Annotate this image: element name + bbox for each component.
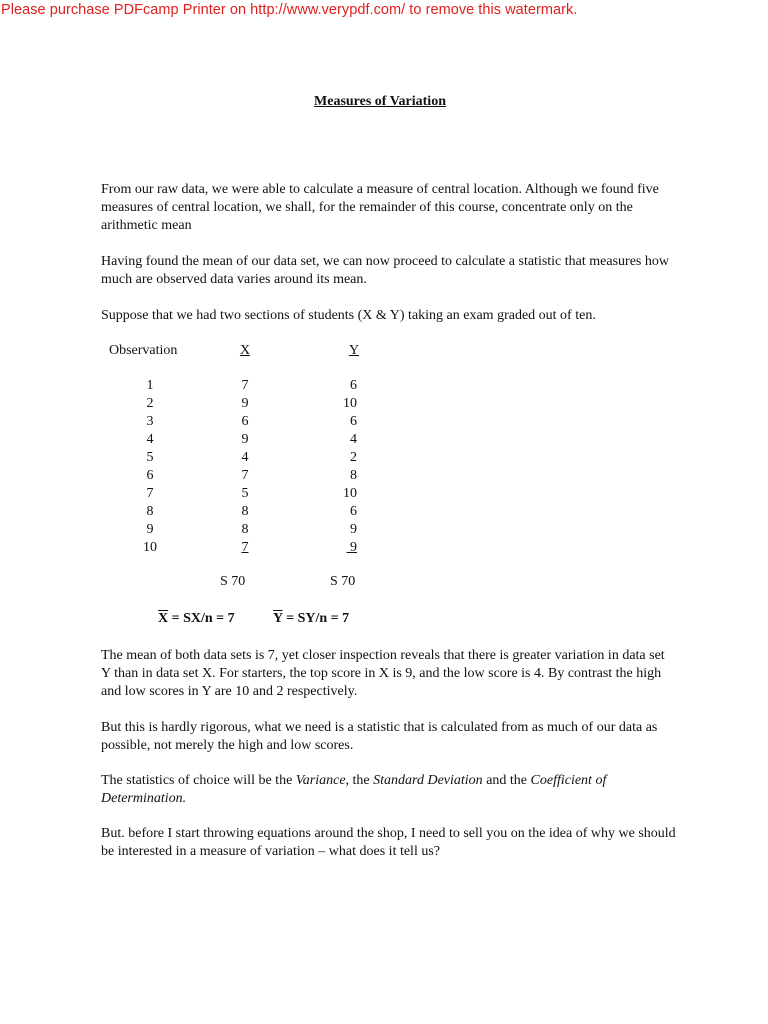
stats-text-c: and the <box>482 773 531 788</box>
x-value-cell: 5 <box>241 486 249 501</box>
stats-text-b: , the <box>345 773 374 788</box>
y-value-cell: 10 <box>343 486 357 501</box>
paragraph-sections: Suppose that we had two sections of students (X & Y) taking an exam graded out of ten. <box>101 308 596 323</box>
x-value-cell: 8 <box>241 522 249 537</box>
y-value-cell: 9 <box>350 522 357 537</box>
observation-cell: 7 <box>146 486 154 501</box>
y-value-cell: 10 <box>343 396 357 411</box>
y-value-cell: 8 <box>350 468 357 483</box>
paragraph-intro: From our raw data, we were able to calculate a measure of central location. Although we found five measures of central location, we shall, for the remainder of this course, concentrate only on the arithmetic mean <box>101 182 659 233</box>
x-value-cell: 7 <box>241 378 249 393</box>
header-y: Y <box>348 343 360 358</box>
standard-deviation-term: Standard Deviation <box>373 773 483 788</box>
paragraph-comparison: The mean of both data sets is 7, yet closer inspection reveals that there is greater variation in data set Y than in data set X. For starters, the top score in X is 9, and the low score is 4. By contrast the high and low scores in Y are 10 and 2 respectively. <box>101 648 665 699</box>
paragraph-mean: Having found the mean of our data set, we can now proceed to calculate a statistic that measures how much are observed data varies around its mean. <box>101 254 669 287</box>
observation-cell: 9 <box>146 522 154 537</box>
coefficient-term: Coefficient of Determination. <box>101 773 607 806</box>
x-value-cell: 6 <box>241 414 249 429</box>
observation-cell: 1 <box>146 378 154 393</box>
y-value-cell: 6 <box>350 414 357 429</box>
observation-cell: 3 <box>146 414 154 429</box>
sum-y: S 70 <box>330 574 356 589</box>
x-value-cell: 9 <box>241 432 249 447</box>
y-value-cell: 6 <box>350 378 357 393</box>
observation-cell: 2 <box>146 396 154 411</box>
formula-x-mean <box>158 611 235 627</box>
watermark: Please purchase PDFcamp Printer on http://www.verypdf.com/ to remove this watermark. <box>1 2 578 18</box>
paragraph-closing: But. before I start throwing equations around the shop, I need to sell you on the idea of why we should be interested in a measure of variation – what does it tell us? <box>101 826 676 859</box>
y-bar-symbol: $\overline{Y}$ <box>273 611 283 626</box>
header-x: X <box>239 343 251 358</box>
formula-y-mean <box>273 611 349 627</box>
header-observation: Observation <box>109 343 178 358</box>
y-value-cell: 4 <box>350 432 357 447</box>
paragraph-statistics <box>101 772 676 808</box>
observation-cell: 4 <box>146 432 154 447</box>
stats-text-a: The statistics of choice will be the <box>101 773 296 788</box>
x-value-cell: 7 <box>241 540 249 555</box>
x-value-cell: 9 <box>241 396 249 411</box>
variance-term: Variance <box>295 773 346 788</box>
y-value-cell: 2 <box>350 450 357 465</box>
x-value-cell: 8 <box>241 504 249 519</box>
x-mean-expression: = SX/n = 7 <box>168 611 235 626</box>
x-value-cell: 4 <box>241 450 249 465</box>
x-bar-symbol: $\overline{X}$ <box>158 611 169 626</box>
observation-cell: 10 <box>143 540 157 555</box>
y-value-cell: 6 <box>350 504 357 519</box>
sum-x: S 70 <box>220 574 246 589</box>
y-mean-expression: = SY/n = 7 <box>282 611 350 626</box>
observation-cell: 5 <box>146 450 154 465</box>
observation-cell: 8 <box>146 504 154 519</box>
x-value-cell: 7 <box>241 468 249 483</box>
page-title: Measures of Variation <box>314 94 446 109</box>
y-value-cell: 9 <box>346 540 357 555</box>
observation-cell: 6 <box>146 468 154 483</box>
paragraph-rigor: But this is hardly rigorous, what we need is a statistic that is calculated from as much of our data as possible, not merely the high and low scores. <box>101 720 658 753</box>
